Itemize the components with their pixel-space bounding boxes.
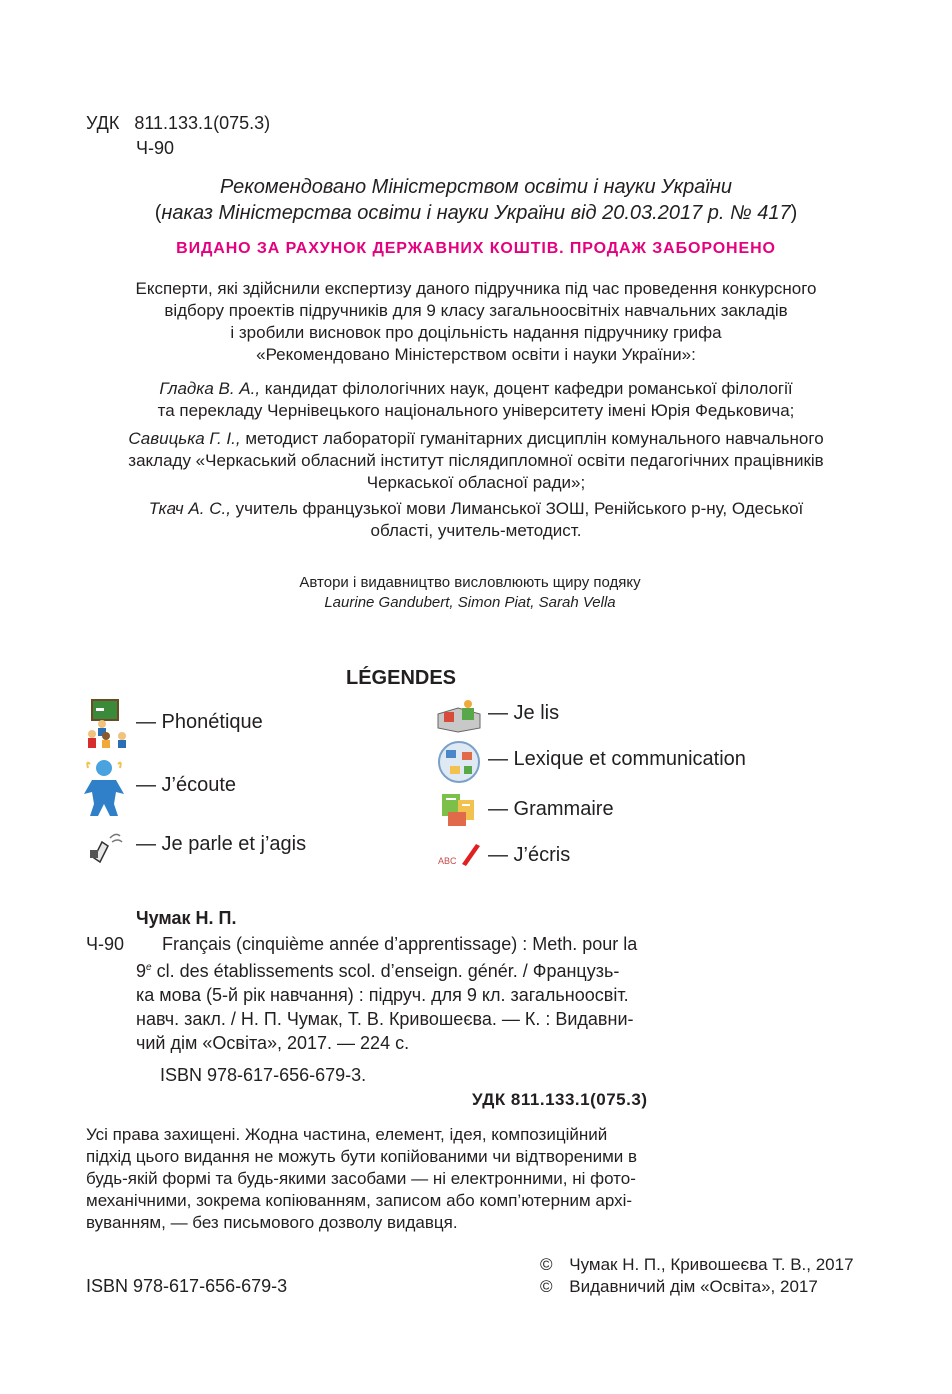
experts-intro-line: і зробили висновок про доцільність надання підручнику грифа xyxy=(230,323,722,342)
author-mark: Ч-90 xyxy=(136,138,175,158)
state-funded-notice: ВИДАНО ЗА РАХУНОК ДЕРЖАВНИХ КОШТІВ. ПРОДАЖ ЗАБОРОНЕНО xyxy=(176,240,776,257)
legend-lexique: — Lexique et communication xyxy=(488,748,746,770)
expert-desc: Черкаської обласної ради»; xyxy=(366,473,586,492)
reading-icon xyxy=(436,698,482,734)
thanks-line: Автори і видавництво висловлюють щиру подяку xyxy=(299,574,641,591)
udk-code: 811.133.1(075.3) xyxy=(134,113,271,133)
recommendation-line2 xyxy=(0,200,952,226)
expert-desc: області, учитель-методист. xyxy=(370,521,582,540)
expert-desc: методист лабораторії гуманітарних дисциплін комунального навчального xyxy=(240,429,824,448)
copyright-symbol: © xyxy=(540,1277,553,1296)
acknowledgements xyxy=(0,573,940,613)
expert-desc: та перекладу Чернівецького національного університету імені Юрія Федьковича; xyxy=(157,401,795,420)
expert-name: Гладка В. А., xyxy=(159,379,261,398)
catalog-line: Français (cinquième année d’apprentissage) : Meth. pour la xyxy=(162,934,638,954)
phonetics-icon xyxy=(86,698,132,750)
expert-3 xyxy=(0,498,952,542)
order-text: наказ Міністерства освіти і науки України від 20.03.2017 р. № 417 xyxy=(161,202,791,224)
thanks-names: Laurine Gandubert, Simon Piat, Sarah Vella xyxy=(324,594,616,611)
catalog-line: 9e cl. des établissements scol. d’enseign. génér. / Французь- xyxy=(136,961,620,981)
legend-je-parle: — Je parle et j’agis xyxy=(136,833,307,855)
rights-line: механічними, зокрема копіюванням, записом або комп’ютерним архі- xyxy=(86,1191,633,1210)
writing-icon xyxy=(436,840,482,868)
legend-grammaire: — Grammaire xyxy=(488,798,614,820)
vocabulary-icon xyxy=(436,740,482,784)
footer-isbn: ISBN 978-617-656-679-3 xyxy=(86,1276,288,1296)
legends-title: LÉGENDES xyxy=(346,667,457,689)
expert-desc: закладу «Черкаський обласний інститут післядипломної освіти педагогічних працівників xyxy=(128,451,824,470)
expert-1 xyxy=(0,378,952,422)
paren-open: ( xyxy=(154,202,162,224)
legend-phonetique: — Phonétique xyxy=(136,711,263,733)
experts-intro-line: Експерти, які здійснили експертизу даного підручника під час проведення конкурсного xyxy=(135,279,817,298)
catalog-author: Чумак Н. П. xyxy=(136,908,237,928)
catalog-udk: УДК 811.133.1(075.3) xyxy=(472,1090,648,1109)
legend-jecoute: — J’écoute xyxy=(136,774,237,796)
grammar-icon xyxy=(440,790,480,830)
legend-je-lis: — Je lis xyxy=(488,702,560,724)
recommendation-line1: Рекомендовано Міністерством освіти і науки України xyxy=(220,176,732,198)
catalog-isbn: ISBN 978-617-656-679-3. xyxy=(160,1065,367,1085)
catalog-mark: Ч-90 xyxy=(86,934,125,954)
experts-intro xyxy=(0,278,952,366)
rights-notice xyxy=(86,1124,698,1234)
copyright-publisher xyxy=(540,1276,818,1298)
rights-line: вуванням, — без письмового дозволу видавця. xyxy=(86,1213,458,1232)
copyright-text: Чумак Н. П., Кривошеєва Т. В., 2017 xyxy=(569,1255,854,1274)
catalog-line: чий дім «Освіта», 2017. — 224 с. xyxy=(136,1033,410,1053)
rights-line: Усі права захищені. Жодна частина, елемент, ідея, композиційний xyxy=(86,1125,608,1144)
copyright-symbol: © xyxy=(540,1255,553,1274)
expert-name: Савицька Г. І., xyxy=(128,429,241,448)
rights-line: підхід цього видання не можуть бути копійованими чи відтвореними в xyxy=(86,1147,638,1166)
paren-close: ) xyxy=(790,202,798,224)
catalog-line: ка мова (5-й рік навчання) : підруч. для 9 кл. загальноосвіт. xyxy=(136,985,629,1005)
expert-2 xyxy=(0,428,952,494)
copyright-authors xyxy=(540,1254,854,1276)
expert-desc: учитель французької мови Лиманської ЗОШ, Ренійського р-ну, Одеської xyxy=(230,499,804,518)
legend-jecris: — J’écris xyxy=(488,844,571,866)
rights-line: будь-якій формі та будь-якими засобами — ні електронними, ні фото- xyxy=(86,1169,636,1188)
udk-label: УДК xyxy=(86,113,120,133)
speaking-icon xyxy=(86,828,126,864)
experts-intro-line: відбору проектів підручників для 9 класу загальноосвітніх навчальних закладів xyxy=(164,301,788,320)
experts-intro-line: «Рекомендовано Міністерством освіти і науки України»: xyxy=(256,345,696,364)
listening-icon xyxy=(84,758,132,818)
expert-name: Ткач А. С., xyxy=(148,499,231,518)
expert-desc: кандидат філологічних наук, доцент кафедри романської філології xyxy=(260,379,793,398)
catalog-description xyxy=(136,932,698,1055)
writing-icon-text: ABC xyxy=(438,856,457,866)
catalog-line: навч. закл. / Н. П. Чумак, Т. В. Кривошеєва. — К. : Видавни- xyxy=(136,1009,634,1029)
copyright-text: Видавничий дім «Освіта», 2017 xyxy=(569,1277,818,1296)
udk-header xyxy=(86,112,270,135)
